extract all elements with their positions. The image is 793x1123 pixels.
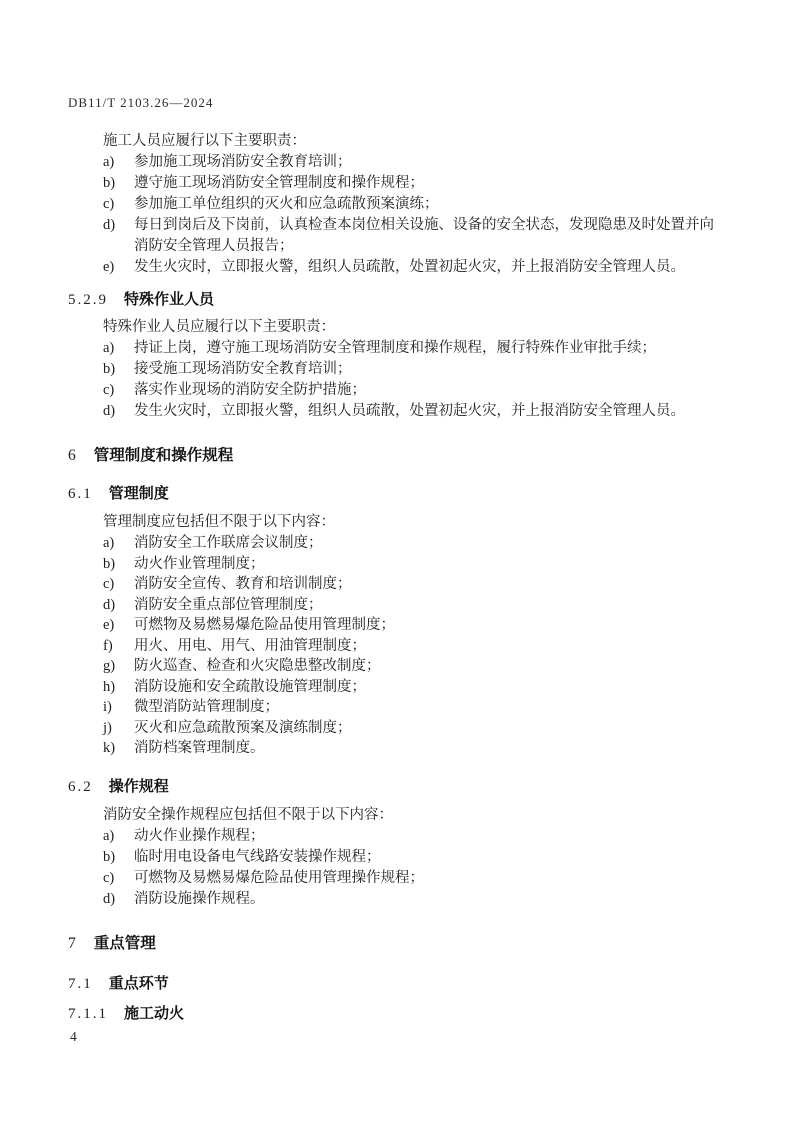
list-text: 参加施工现场消防安全教育培训； <box>134 154 352 170</box>
list-item <box>68 173 726 194</box>
section-6-1-lead: 管理制度应包括但不限于以下内容： <box>103 514 335 530</box>
section-title: 重点环节 <box>108 974 169 992</box>
list-marker: e) <box>103 617 115 633</box>
list-marker: c) <box>103 869 115 886</box>
list-marker: b) <box>103 555 116 572</box>
list-item <box>68 194 726 215</box>
list-item <box>68 533 726 554</box>
list-marker: e) <box>103 259 115 275</box>
section-heading-6-1 <box>68 482 726 506</box>
section-title: 重点管理 <box>93 934 156 952</box>
list-item <box>68 401 726 422</box>
section-number: 5.2.9 <box>68 292 108 308</box>
list-text: 消防安全宣传、教育和培训制度； <box>134 576 352 592</box>
intro-duty-list <box>68 152 726 278</box>
section-5-2-9-lead: 特殊作业人员应履行以下主要职责： <box>103 319 335 335</box>
special-personnel-duty-list <box>68 338 726 422</box>
list-marker: h) <box>103 678 116 695</box>
clause-heading-7 <box>68 932 726 956</box>
list-item <box>68 380 726 401</box>
list-item <box>68 868 726 889</box>
section-heading-7-1 <box>68 972 726 996</box>
list-text: 消防设施操作规程。 <box>134 890 265 907</box>
list-item <box>68 656 726 677</box>
list-item <box>68 338 726 359</box>
list-marker: a) <box>103 340 115 356</box>
list-marker: k) <box>103 740 116 756</box>
intro-lead: 施工人员应履行以下主要职责： <box>103 133 306 149</box>
list-marker: b) <box>103 361 116 377</box>
list-item <box>68 889 726 910</box>
list-marker: b) <box>103 848 116 865</box>
page-number: 4 <box>70 1029 77 1044</box>
list-marker: b) <box>103 175 116 191</box>
list-text: 持证上岗，遵守施工现场消防安全管理制度和操作规程，履行特殊作业审批手续； <box>134 340 656 356</box>
section-number: 6.2 <box>68 778 93 795</box>
list-marker: c) <box>103 196 115 212</box>
section-6-2-lead: 消防安全操作规程应包括但不限于以下内容： <box>103 806 393 823</box>
list-item <box>68 595 726 616</box>
section-number: 7.1.1 <box>68 1005 108 1022</box>
list-item <box>68 615 726 636</box>
management-system-list <box>68 533 726 759</box>
clause-heading-6 <box>68 444 726 468</box>
list-marker: a) <box>103 827 115 844</box>
list-item <box>68 677 726 698</box>
list-item <box>68 574 726 595</box>
list-marker: a) <box>103 535 115 551</box>
list-text: 防火巡查、检查和火灾隐患整改制度； <box>134 658 381 674</box>
list-item <box>68 636 726 657</box>
list-text: 消防档案管理制度。 <box>134 740 265 756</box>
list-marker: d) <box>103 217 116 233</box>
section-title: 施工动火 <box>124 1004 185 1022</box>
list-marker: i) <box>103 699 112 715</box>
operating-procedure-list <box>68 826 726 910</box>
list-marker: c) <box>103 382 115 398</box>
list-marker: a) <box>103 154 115 170</box>
list-text: 可燃物及易燃易爆危险品使用管理操作规程； <box>134 869 424 886</box>
list-marker: d) <box>103 890 116 907</box>
list-text: 落实作业现场的消防安全防护措施； <box>134 382 366 398</box>
list-marker: d) <box>103 596 116 613</box>
list-item <box>68 215 726 257</box>
list-text: 发生火灾时，立即报火警，组织人员疏散，处置初起火灾，并上报消防安全管理人员。 <box>134 259 685 275</box>
section-number: 6.1 <box>68 486 93 502</box>
list-item <box>68 257 726 278</box>
list-item <box>68 697 726 718</box>
list-text: 临时用电设备电气线路安装操作规程； <box>134 848 381 865</box>
list-text: 发生火灾时，立即报火警，组织人员疏散，处置初起火灾，并上报消防安全管理人员。 <box>134 403 685 419</box>
section-heading-7-1-1 <box>68 1002 726 1026</box>
list-text: 参加施工单位组织的灭火和应急疏散预案演练； <box>134 196 439 212</box>
list-item <box>68 554 726 575</box>
section-title: 特殊作业人员 <box>124 291 215 308</box>
list-text: 可燃物及易燃易爆危险品使用管理制度； <box>134 617 395 633</box>
list-item <box>68 847 726 868</box>
list-text: 消防安全重点部位管理制度； <box>134 596 323 613</box>
list-marker: d) <box>103 403 116 419</box>
list-text: 动火作业管理制度； <box>134 555 265 572</box>
section-title: 管理制度和操作规程 <box>93 447 234 464</box>
list-text: 微型消防站管理制度； <box>134 699 279 715</box>
standard-number-header: DB11/T 2103.26—2024 <box>68 95 214 110</box>
document-content <box>68 0 726 1026</box>
list-text: 每日到岗后及下岗前，认真检查本岗位相关设施、设备的安全状态，发现隐患及时处置并向消防安全管理人员报告； <box>134 217 714 254</box>
section-number: 6 <box>68 447 78 464</box>
section-number: 7 <box>68 934 78 952</box>
list-item <box>68 359 726 380</box>
list-text: 消防安全工作联席会议制度； <box>134 535 323 551</box>
list-marker: g) <box>103 658 116 674</box>
list-item <box>68 738 726 759</box>
list-marker: j) <box>103 719 112 736</box>
list-text: 动火作业操作规程； <box>134 827 265 844</box>
list-text: 灭火和应急疏散预案及演练制度； <box>134 719 352 736</box>
section-number: 7.1 <box>68 975 93 992</box>
list-item <box>68 152 726 173</box>
list-item <box>68 826 726 847</box>
list-item <box>68 718 726 739</box>
section-title: 管理制度 <box>108 485 169 502</box>
section-title: 操作规程 <box>108 777 169 795</box>
list-marker: c) <box>103 576 115 592</box>
list-marker: f) <box>103 637 113 654</box>
list-text: 接受施工现场消防安全教育培训； <box>134 361 352 377</box>
section-heading-6-2 <box>68 775 726 799</box>
section-heading-5-2-9 <box>68 288 726 312</box>
list-text: 消防设施和安全疏散设施管理制度； <box>134 678 366 695</box>
list-text: 遵守施工现场消防安全管理制度和操作规程； <box>134 175 424 191</box>
list-text: 用火、用电、用气、用油管理制度； <box>134 637 366 654</box>
